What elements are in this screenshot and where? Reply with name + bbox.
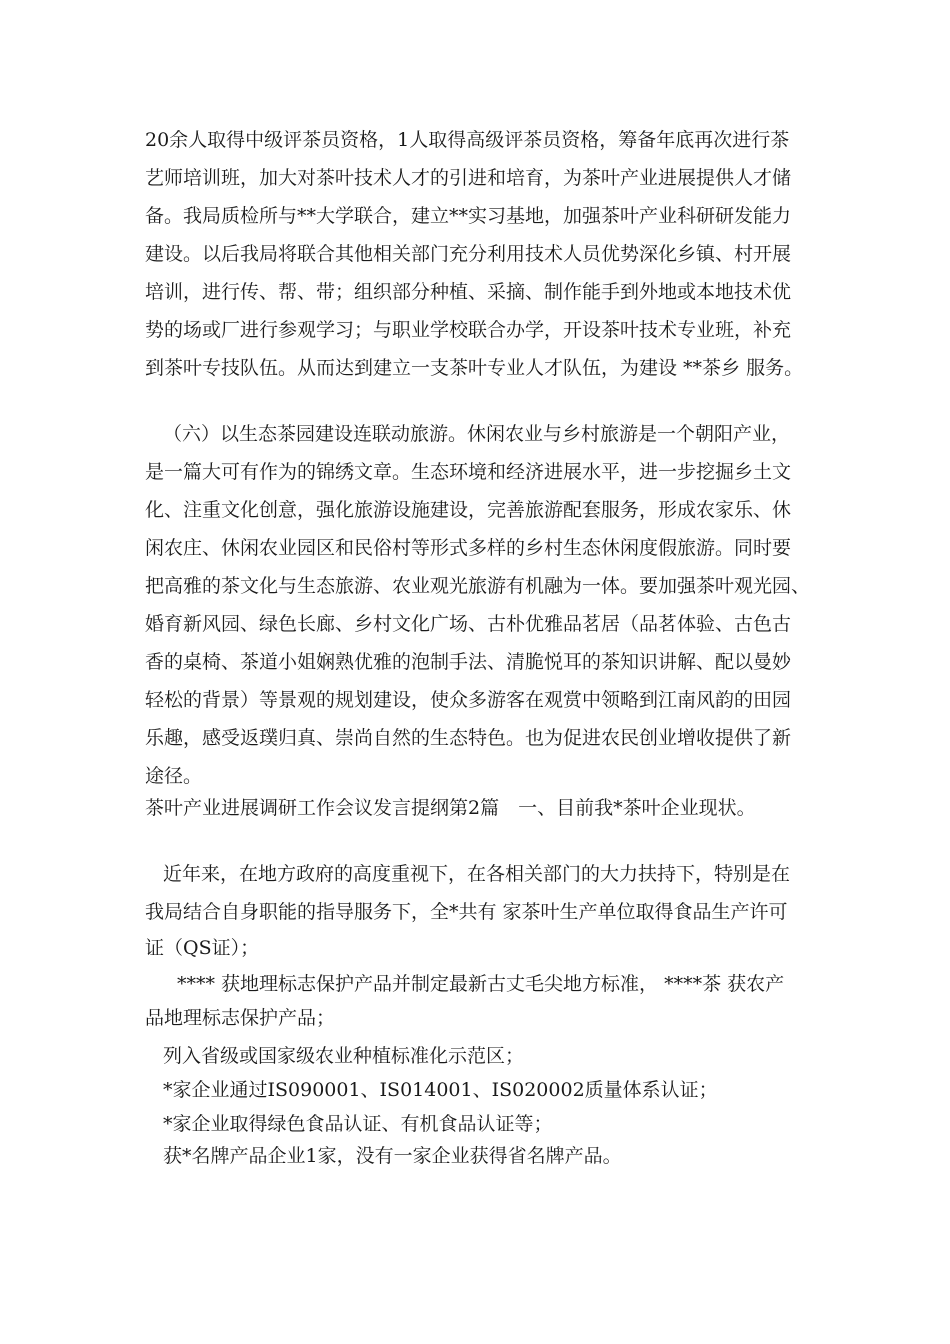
list-item: 列入省级或国家级农业种植标准化示范区； xyxy=(163,1045,525,1067)
text-line: **** 获地理标志保护产品并制定最新古丈毛尖地方标准， ****茶 获农产 xyxy=(177,973,785,995)
text-line: 乐趣，感受返璞归真、崇尚自然的生态特色。也为促进农民创业增收提供了新 xyxy=(145,727,792,749)
text-line: 证（QS证）； xyxy=(145,937,260,959)
text-line: 途径。 xyxy=(145,765,203,787)
section-heading: 茶叶产业进展调研工作会议发言提纲第2篇 一、目前我*茶叶企业现状。 xyxy=(145,797,756,819)
text-line: 备。我局质检所与**大学联合，建立**实习基地，加强茶叶产业科研研发能力 xyxy=(145,205,792,227)
text-line: 20余人取得中级评茶员资格，1人取得高级评茶员资格，筹备年底再次进行茶 xyxy=(145,129,790,151)
list-item: *家企业取得绿色食品认证、有机食品认证等； xyxy=(163,1113,553,1135)
text-line: 培训，进行传、帮、带；组织部分种植、采摘、制作能手到外地或本地技术优 xyxy=(145,281,792,303)
paragraph-first-line: 近年来，在地方政府的高度重视下，在各相关部门的大力扶持下，特别是在 xyxy=(163,863,791,885)
text-line: 闲农庄、休闲农业园区和民俗村等形式多样的乡村生态休闲度假旅游。同时要 xyxy=(145,537,792,559)
text-line: 艺师培训班，加大对茶叶技术人才的引进和培育，为茶叶产业进展提供人才储 xyxy=(145,167,792,189)
text-line: 轻松的背景）等景观的规划建设，使众多游客在观赏中领略到江南风韵的田园 xyxy=(145,689,792,711)
text-line: 我局结合自身职能的指导服务下，全*共有 家茶叶生产单位取得食品生产许可 xyxy=(145,901,788,923)
text-line: 到茶叶专技队伍。从而达到建立一支茶叶专业人才队伍，为建设 **茶乡 服务。 xyxy=(145,357,804,379)
list-item: *家企业通过IS090001、IS014001、IS020002质量体系认证； xyxy=(163,1079,718,1101)
text-line: 建设。以后我局将联合其他相关部门充分利用技术人员优势深化乡镇、村开展 xyxy=(145,243,792,265)
text-line: 把高雅的茶文化与生态旅游、农业观光旅游有机融为一体。要加强茶叶观光园、 xyxy=(145,575,811,597)
text-line: 是一篇大可有作为的锦绣文章。生态环境和经济进展水平，进一步挖掘乡土文 xyxy=(145,461,792,483)
paragraph-first-line: （六）以生态茶园建设连联动旅游。休闲农业与乡村旅游是一个朝阳产业， xyxy=(163,423,791,445)
text-line: 势的场或厂进行参观学习；与职业学校联合办学，开设茶叶技术专业班，补充 xyxy=(145,319,792,341)
list-item: 获*名牌产品企业1家，没有一家企业获得省名牌产品。 xyxy=(163,1145,622,1167)
text-line: 香的桌椅、茶道小姐娴熟优雅的泡制手法、清脆悦耳的茶知识讲解、配以曼妙 xyxy=(145,651,792,673)
text-line: 化、注重文化创意，强化旅游设施建设，完善旅游配套服务，形成农家乐、休 xyxy=(145,499,792,521)
text-line: 婚育新风园、绿色长廊、乡村文化广场、古朴优雅品茗居（品茗体验、古色古 xyxy=(145,613,792,635)
text-line: 品地理标志保护产品； xyxy=(145,1007,336,1029)
